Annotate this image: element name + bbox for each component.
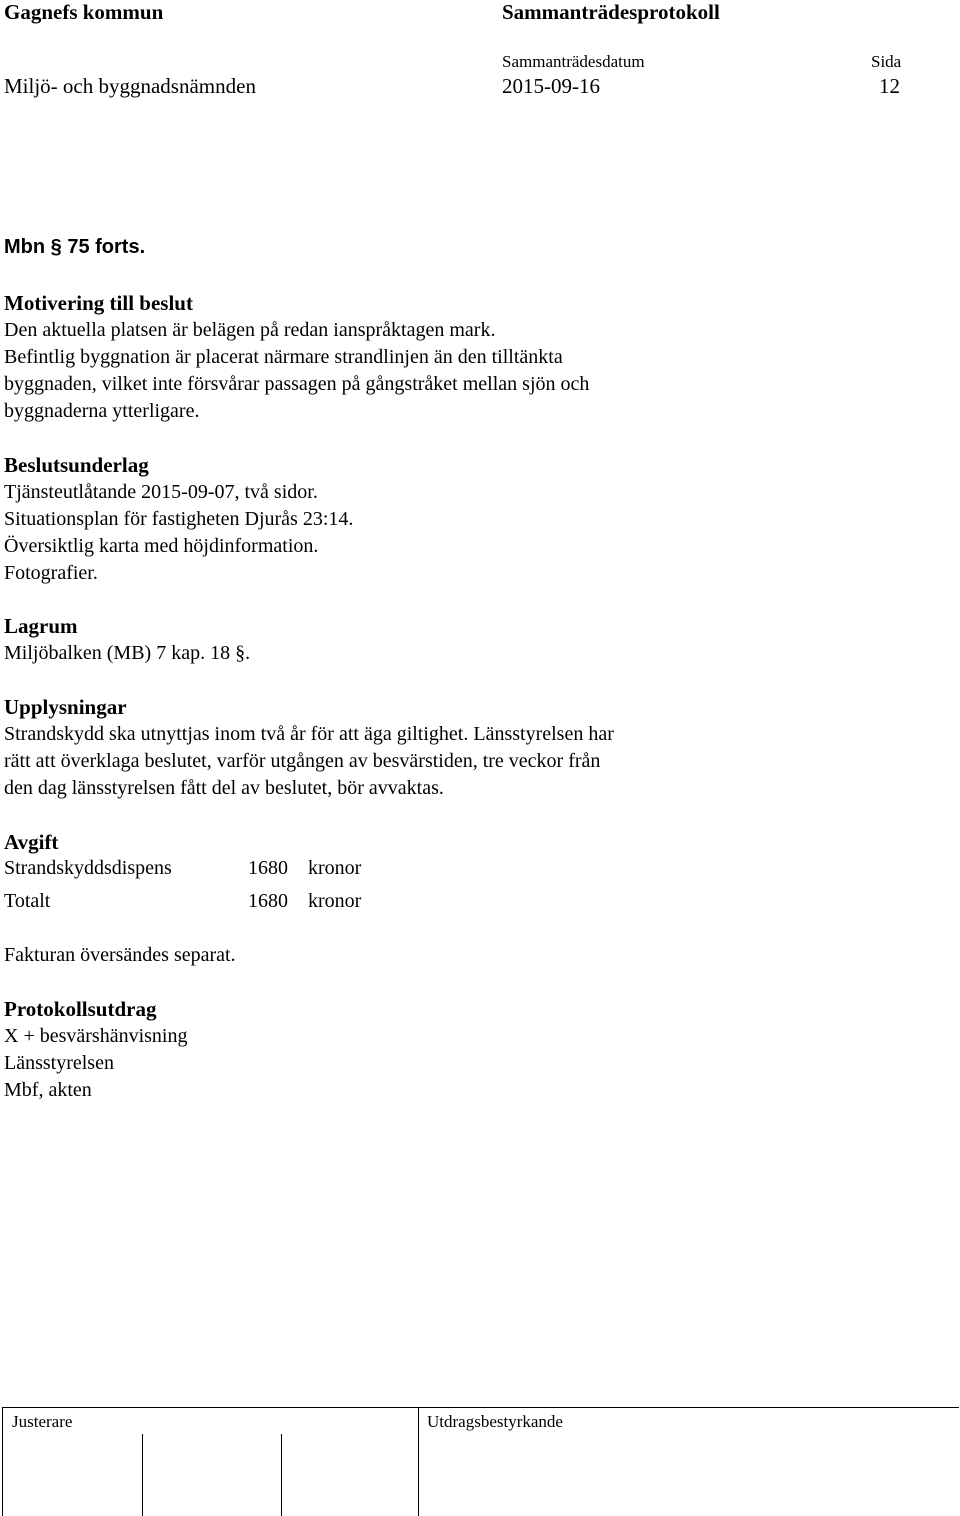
lagrum-heading: Lagrum [4, 614, 78, 638]
motivering-heading: Motivering till beslut [4, 291, 193, 315]
beslutsunderlag-line: Tjänsteutlåtande 2015-09-07, två sidor. [4, 481, 318, 503]
avgift-total-label: Totalt [4, 890, 51, 912]
invoice-note: Fakturan översändes separat. [4, 944, 236, 966]
beslutsunderlag-line: Situationsplan för fastigheten Djurås 23:14. [4, 508, 354, 530]
lagrum-line: Miljöbalken (MB) 7 kap. 18 §. [4, 642, 251, 664]
signature-divider [281, 1434, 282, 1516]
motivering-line: byggnaderna ytterligare. [4, 400, 200, 422]
page-number: 12 [879, 74, 900, 98]
meeting-date: 2015-09-16 [502, 74, 600, 98]
upplysningar-line: den dag länsstyrelsen fått del av beslutet, bör avvaktas. [4, 777, 444, 799]
motivering-line: byggnaden, vilket inte försvårar passagen på gångstråket mellan sjön och [4, 373, 590, 395]
upplysningar-heading: Upplysningar [4, 695, 127, 719]
protokollsutdrag-line: Mbf, akten [4, 1079, 92, 1101]
section-protokollsutdrag [4, 996, 187, 1104]
utdragsbestyrkande-label: Utdragsbestyrkande [427, 1412, 563, 1431]
page-label: Sida [871, 52, 902, 71]
case-reference: Mbn § 75 forts. [4, 236, 146, 258]
avgift-row-label: Strandskyddsdispens [4, 857, 172, 879]
section-beslutsunderlag [4, 452, 353, 587]
upplysningar-line: rätt att överklaga beslutet, varför utgången av besvärstiden, tre veckor från [4, 750, 601, 772]
document-type: Sammanträdesprotokoll [502, 0, 720, 24]
avgift-row-unit: kronor [308, 857, 362, 879]
justerare-label: Justerare [12, 1412, 73, 1431]
motivering-line: Befintlig byggnation är placerat närmare strandlinjen än den tilltänkta [4, 346, 563, 368]
avgift-row-amount: 1680 [248, 857, 288, 879]
upplysningar-line: Strandskydd ska utnyttjas inom två år för att äga giltighet. Länsstyrelsen har [4, 723, 614, 745]
signature-divider [142, 1434, 143, 1516]
protokollsutdrag-line: X + besvärshänvisning [4, 1025, 188, 1047]
motivering-line: Den aktuella platsen är belägen på redan ianspråktagen mark. [4, 319, 496, 341]
section-upplysningar [4, 694, 614, 802]
beslutsunderlag-line: Översiktlig karta med höjdinformation. [4, 535, 319, 557]
beslutsunderlag-line: Fotografier. [4, 562, 98, 584]
signature-footer [2, 1407, 959, 1516]
protokollsutdrag-line: Länsstyrelsen [4, 1052, 114, 1074]
committee-name: Miljö- och byggnadsnämnden [4, 74, 256, 98]
avgift-total-amount: 1680 [248, 890, 288, 912]
org-name: Gagnefs kommun [4, 0, 164, 24]
section-lagrum [4, 613, 250, 667]
footer-divider [2, 1408, 3, 1516]
footer-divider [418, 1408, 419, 1516]
avgift-heading: Avgift [4, 830, 59, 854]
section-motivering [4, 290, 589, 425]
protokollsutdrag-heading: Protokollsutdrag [4, 997, 157, 1021]
beslutsunderlag-heading: Beslutsunderlag [4, 453, 149, 477]
avgift-total-unit: kronor [308, 890, 362, 912]
date-label: Sammanträdesdatum [502, 52, 645, 71]
